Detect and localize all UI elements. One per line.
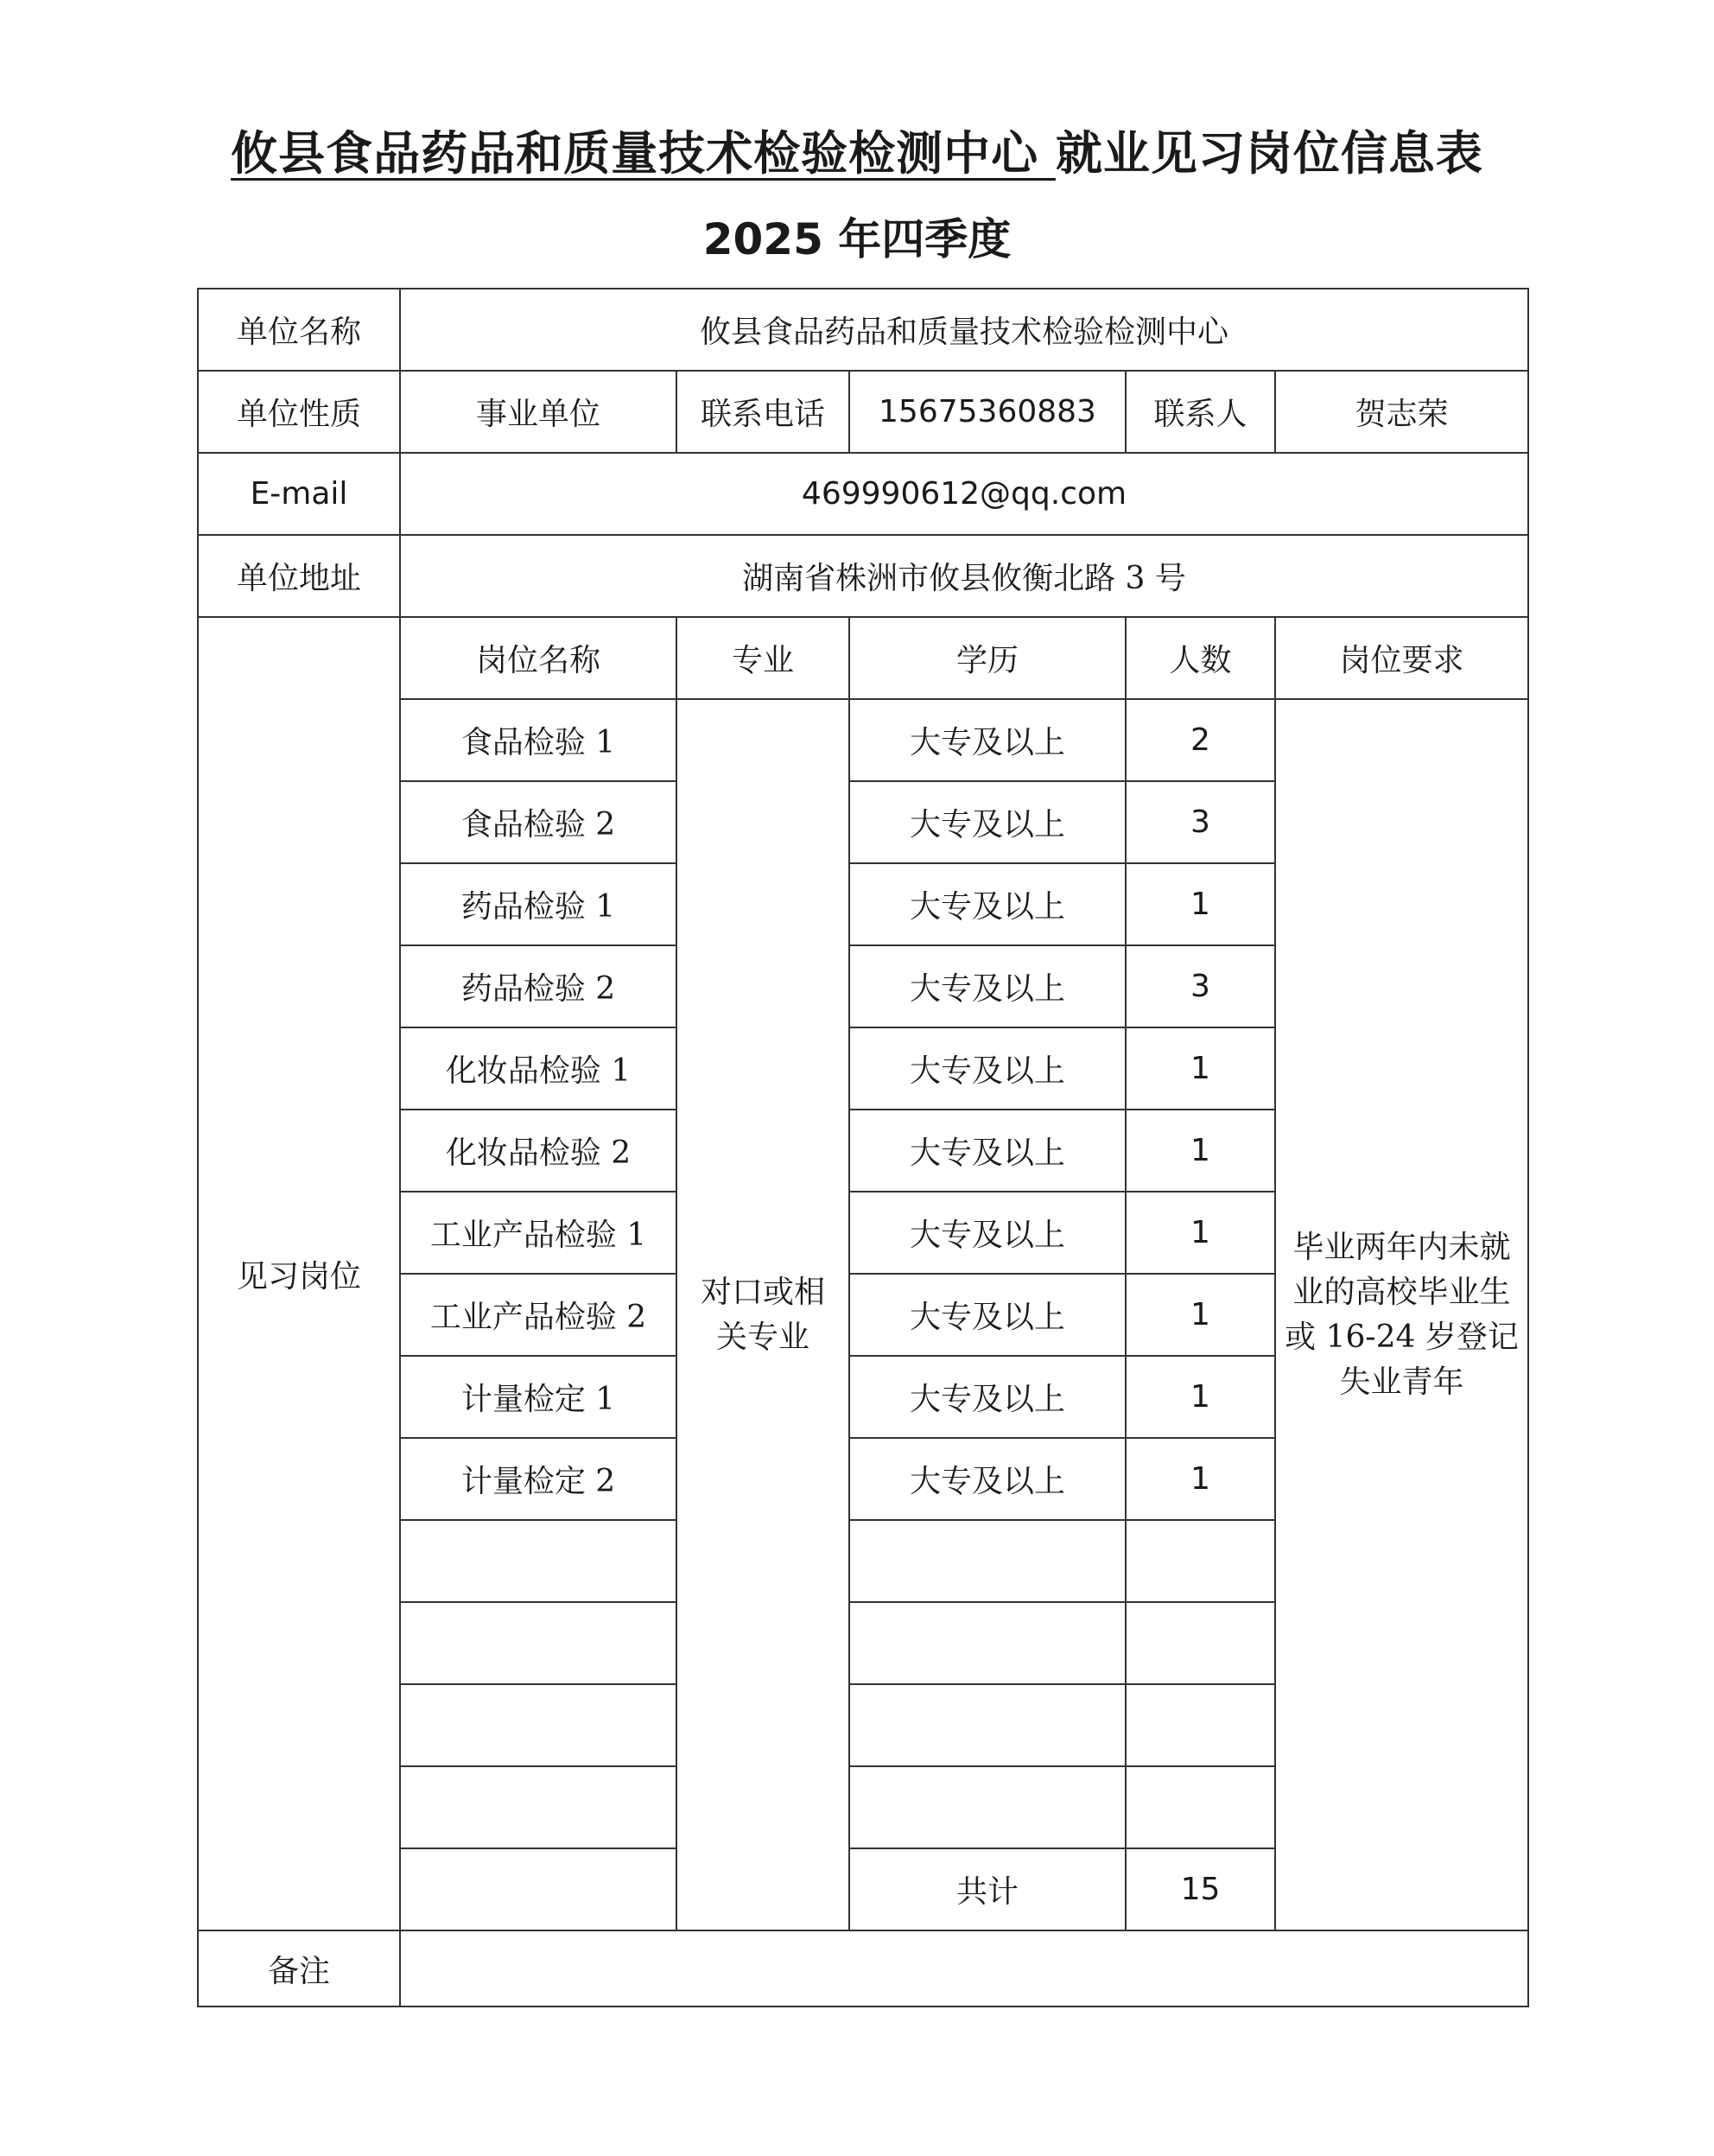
phone-value: 15675360883 [849,371,1126,453]
position-count: 1 [1126,863,1275,945]
remarks-label: 备注 [198,1930,400,2007]
position-count: 3 [1126,945,1275,1027]
position-education: 大专及以上 [849,699,1126,781]
position-education: 大专及以上 [849,1110,1126,1192]
position-count: 1 [1126,1192,1275,1274]
contact-value: 贺志荣 [1275,371,1528,453]
position-name: 工业产品检验 2 [400,1274,676,1356]
position-count: 1 [1126,1274,1275,1356]
address-row [198,535,1528,617]
position-name: 食品检验 1 [400,699,676,781]
position-count: 2 [1126,699,1275,781]
major-value [676,699,849,1930]
remarks-value [400,1930,1528,2007]
position-education: 大专及以上 [849,781,1126,863]
info-table [197,288,1529,2007]
header-position-name: 岗位名称 [400,617,676,699]
position-count [1126,1602,1275,1684]
requirement-line: 毕业两年内未就 [1292,1229,1511,1265]
position-education: 大专及以上 [849,1192,1126,1274]
total-blank [400,1848,676,1930]
requirement-line: 或 16-24 岁登记 [1285,1319,1519,1355]
position-education: 大专及以上 [849,1274,1126,1356]
position-education [849,1602,1126,1684]
header-education: 学历 [849,617,1126,699]
positions-header-row [198,617,1528,699]
total-value: 15 [1126,1848,1275,1930]
requirement-value [1275,699,1528,1930]
header-requirement: 岗位要求 [1275,617,1528,699]
remarks-row [198,1930,1528,2007]
title-rest: 就业见习岗位信息表 [1055,126,1483,181]
email-value: 469990612@qq.com [400,453,1528,535]
position-education [849,1684,1126,1766]
unit-name-label: 单位名称 [198,289,400,371]
position-education [849,1520,1126,1602]
position-education: 大专及以上 [849,863,1126,945]
requirement-line: 失业青年 [1339,1364,1464,1400]
page-subtitle: 2025 年四季度 [702,214,1012,264]
position-count: 1 [1126,1356,1275,1438]
header-count: 人数 [1126,617,1275,699]
position-education [849,1766,1126,1848]
position-name: 药品检验 2 [400,945,676,1027]
position-count: 1 [1126,1110,1275,1192]
position-education: 大专及以上 [849,945,1126,1027]
major-line: 关专业 [715,1319,809,1355]
unit-name-value: 攸县食品药品和质量技术检验检测中心 [400,289,1528,371]
position-name [400,1684,676,1766]
position-name: 食品检验 2 [400,781,676,863]
title-underlined: 攸县食品药品和质量技术检验检测中心 [231,126,1056,181]
total-label: 共计 [849,1848,1126,1930]
unit-type-value: 事业单位 [400,371,676,453]
contact-label: 联系人 [1126,371,1275,453]
position-name: 药品检验 1 [400,863,676,945]
email-label: E-mail [198,453,400,535]
position-education: 大专及以上 [849,1356,1126,1438]
requirement-line: 业的高校毕业生 [1292,1274,1511,1310]
position-name: 计量检定 2 [400,1438,676,1520]
email-row [198,453,1528,535]
address-label: 单位地址 [198,535,400,617]
position-count [1126,1766,1275,1848]
position-name: 计量检定 1 [400,1356,676,1438]
position-name: 化妆品检验 1 [400,1027,676,1110]
position-education: 大专及以上 [849,1438,1126,1520]
position-count [1126,1684,1275,1766]
position-count: 3 [1126,781,1275,863]
internship-label: 见习岗位 [198,617,400,1930]
position-count: 1 [1126,1438,1275,1520]
unit-name-row [198,289,1528,371]
major-line: 对口或相 [700,1274,825,1310]
position-name: 工业产品检验 1 [400,1192,676,1274]
unit-type-row [198,371,1528,453]
position-name [400,1602,676,1684]
address-value: 湖南省株洲市攸县攸衡北路 3 号 [400,535,1528,617]
unit-type-label: 单位性质 [198,371,400,453]
page-title [0,119,1714,188]
header-major: 专业 [676,617,849,699]
position-name [400,1520,676,1602]
position-name: 化妆品检验 2 [400,1110,676,1192]
position-education: 大专及以上 [849,1027,1126,1110]
position-count [1126,1520,1275,1602]
phone-label: 联系电话 [676,371,849,453]
position-name [400,1766,676,1848]
position-count: 1 [1126,1027,1275,1110]
